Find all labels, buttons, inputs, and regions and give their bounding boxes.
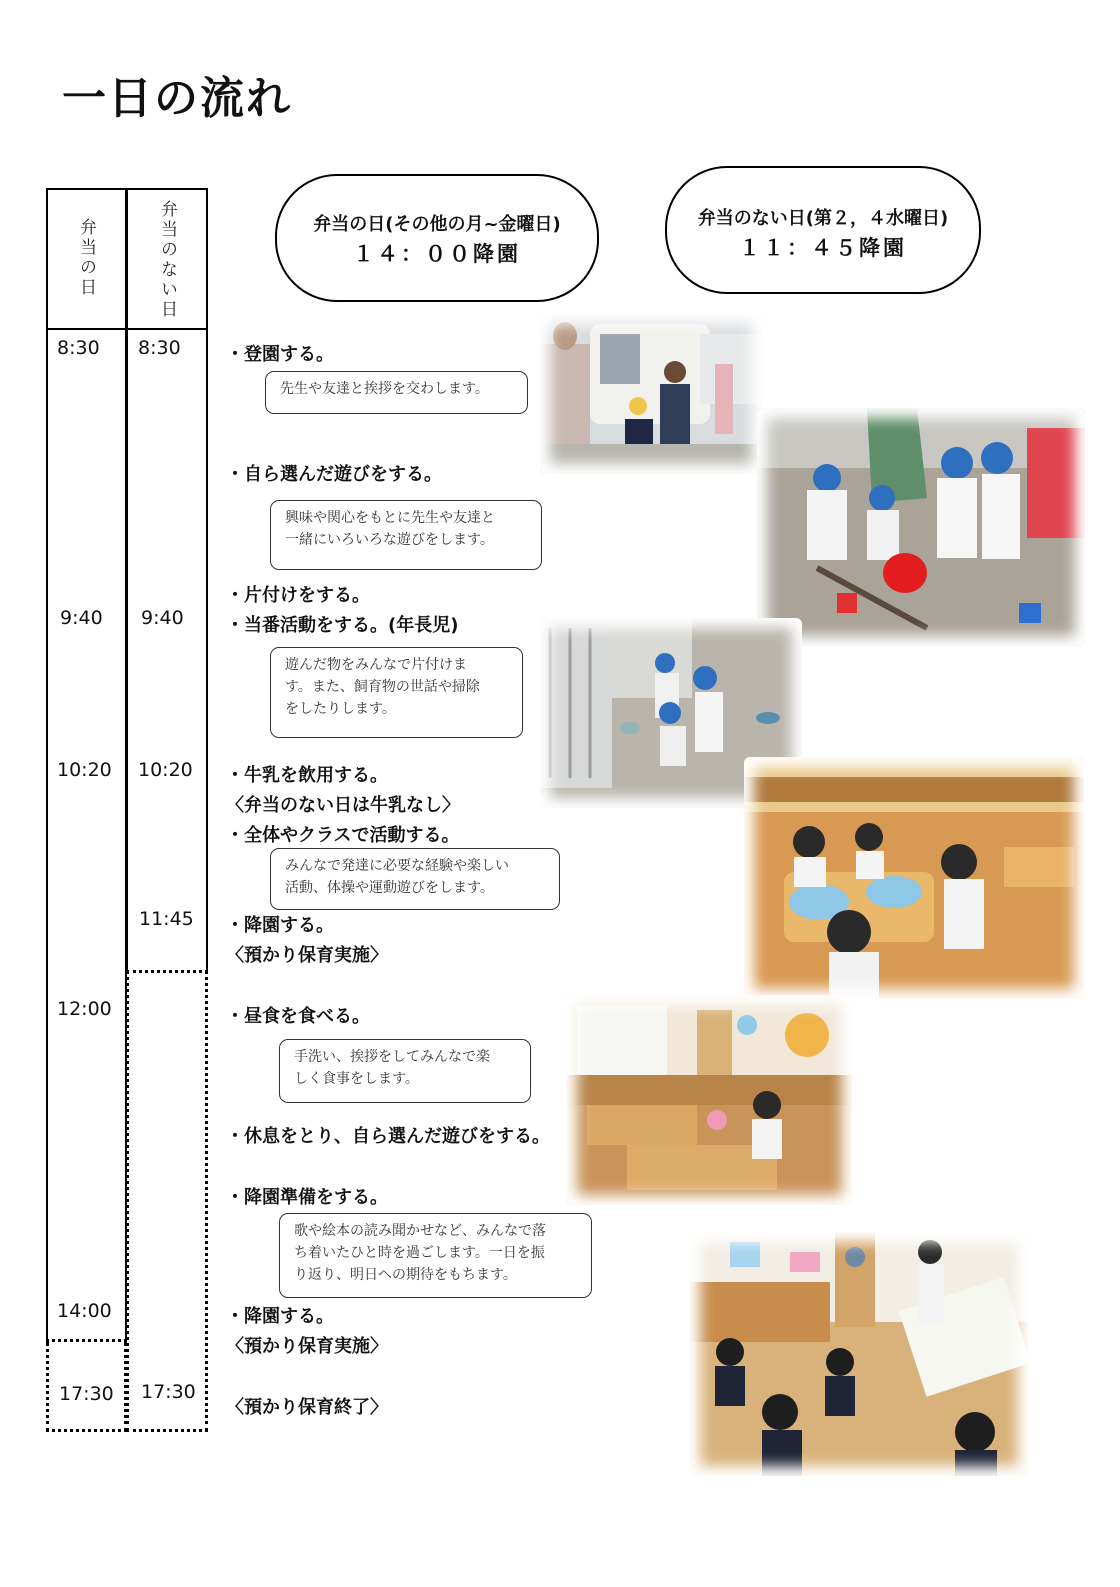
- note-duty-line1: 遊んだ物をみんなで片付けま: [285, 657, 467, 673]
- activity-arrive: ・登園する。: [226, 344, 334, 365]
- note-lunch-line1: 手洗い、挨拶をしてみんなで楽: [294, 1049, 490, 1065]
- note-prep-line3: り返り、明日への期待をもちます。: [294, 1267, 517, 1283]
- note-free-play-line2: 一緒にいろいろな遊びをします。: [285, 532, 494, 548]
- activity-care: 〈預かり保育実施〉: [226, 1336, 388, 1357]
- activity-care-end: 〈預かり保育終了〉: [226, 1397, 388, 1418]
- note-duty-line2: す。また、飼育物の世話や掃除: [285, 679, 480, 695]
- page-title: 一日の流れ: [62, 73, 292, 124]
- note-prep: [279, 1213, 592, 1298]
- note-lunch: [279, 1039, 531, 1103]
- note-arrive: [265, 371, 528, 414]
- time-no-bento-duty: 9:40: [141, 607, 184, 629]
- no-bento-day-label: 弁当のない日(第２，４水曜日): [697, 208, 949, 229]
- activity-care-early: 〈預かり保育実施〉: [226, 945, 388, 966]
- time-no-bento-arrive: 8:30: [138, 337, 181, 359]
- activity-rest: ・休息をとり、自ら選んだ遊びをする。: [226, 1126, 550, 1147]
- bento-day-bubble: [275, 174, 599, 302]
- photo-classroom-activity: [744, 757, 1084, 999]
- time-no-bento-care-end: 17:30: [141, 1381, 196, 1403]
- photo-lunch-room: [567, 995, 852, 1205]
- activity-prep: ・降園準備をする。: [226, 1187, 388, 1208]
- note-arrive-text: 先生や友達と挨拶を交わします。: [280, 381, 489, 397]
- activity-lunch: ・昼食を食べる。: [226, 1006, 370, 1027]
- time-no-bento-milk: 10:20: [138, 759, 193, 781]
- bento-day-dismissal: １４：００降園: [353, 242, 521, 266]
- activity-duty: ・当番活動をする。(年長児): [226, 615, 459, 636]
- note-prep-line1: 歌や絵本の読み聞かせなど、みんなで落: [294, 1223, 546, 1239]
- note-free-play-line1: 興味や関心をもとに先生や友達と: [285, 510, 495, 526]
- no-bento-day-dismissal: １１：４５降園: [739, 236, 907, 260]
- no-bento-column-header: 弁当のない日: [157, 200, 177, 320]
- note-class-line2: 活動、体操や運動遊びをします。: [285, 880, 494, 896]
- activity-milk-note: 〈弁当のない日は牛乳なし〉: [226, 795, 460, 816]
- photo-story-time: [690, 1232, 1028, 1476]
- photo-sand-play: [757, 408, 1085, 646]
- time-bento-lunch: 12:00: [57, 998, 112, 1020]
- note-duty-line3: をしたりします。: [285, 701, 396, 717]
- bento-day-label: 弁当の日(その他の月~金曜日): [313, 214, 561, 235]
- note-class-line1: みんなで発達に必要な経験や楽しい: [285, 858, 509, 874]
- time-bento-care-end: 17:30: [59, 1383, 114, 1405]
- note-duty: [270, 647, 523, 738]
- no-bento-day-bubble: [665, 166, 981, 294]
- activity-leave: ・降園する。: [226, 1306, 334, 1327]
- activity-milk: ・牛乳を飲用する。: [226, 765, 388, 786]
- note-prep-line2: ち着いたひと時を過ごします。一日を振: [294, 1245, 545, 1261]
- photo-bus-arrival: [540, 314, 762, 474]
- activity-leave-early: ・降園する。: [226, 915, 334, 936]
- activity-tidy-up: ・片付けをする。: [226, 585, 370, 606]
- note-class: [270, 848, 560, 910]
- time-bento-leave: 14:00: [57, 1300, 112, 1322]
- activity-free-play: ・自ら選んだ遊びをする。: [226, 464, 442, 485]
- time-bento-arrive: 8:30: [57, 337, 100, 359]
- bento-column-header: 弁当の日: [76, 218, 96, 298]
- time-bento-duty: 9:40: [60, 607, 103, 629]
- time-no-bento-leave: 11:45: [139, 908, 194, 930]
- note-free-play: [270, 500, 542, 570]
- no-bento-extended-care-cell: [126, 970, 208, 1432]
- note-lunch-line2: しく食事をします。: [294, 1071, 419, 1087]
- activity-class: ・全体やクラスで活動する。: [226, 825, 460, 846]
- time-bento-milk: 10:20: [57, 759, 112, 781]
